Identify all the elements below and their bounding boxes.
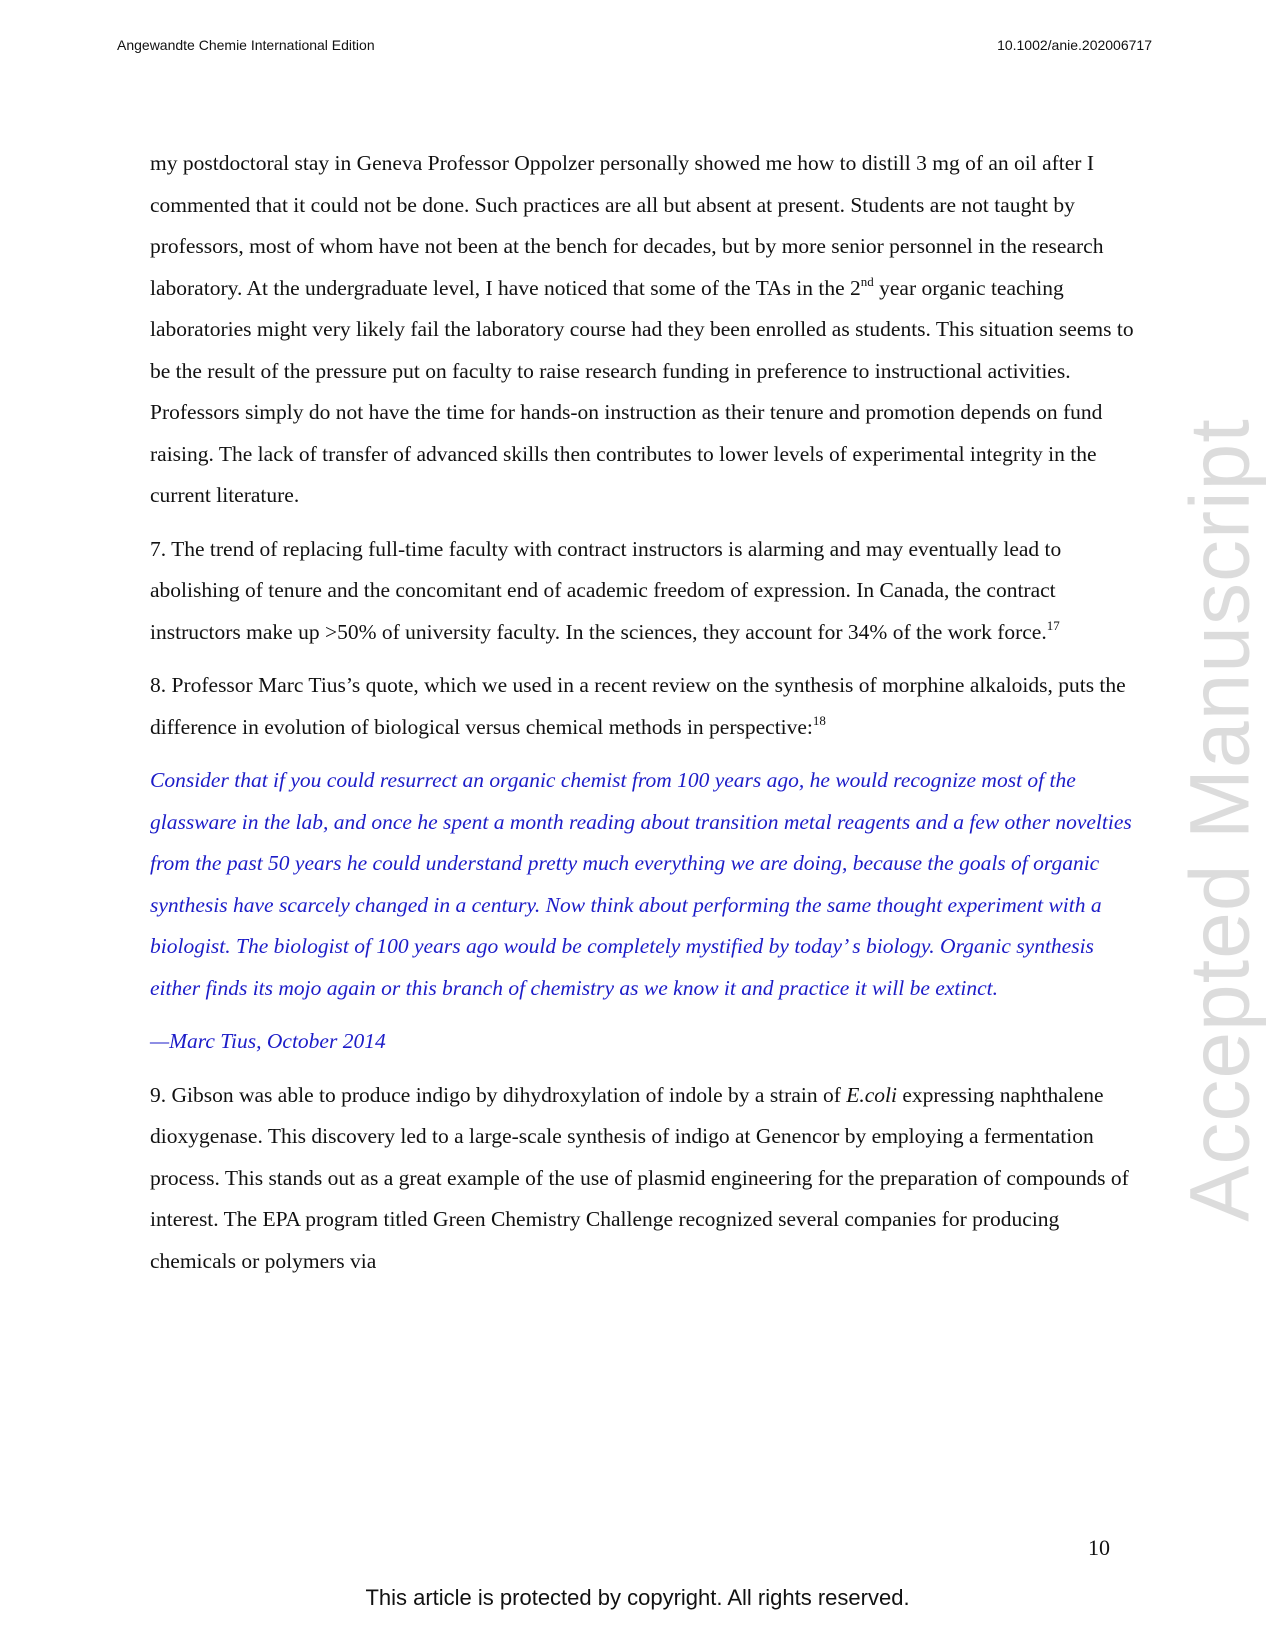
journal-name: Angewandte Chemie International Edition	[117, 37, 375, 53]
accepted-manuscript-watermark: Accepted Manuscript	[1172, 418, 1267, 1222]
paragraph-7	[150, 529, 1135, 654]
copyright-footer: This article is protected by copyright. All rights reserved.	[365, 1585, 910, 1610]
superscript: nd	[860, 273, 874, 289]
paragraph-text: 8. Professor Marc Tius’s quote, which we used in a recent review on the synthesis of morphine alkaloids, puts the difference in evolution of biological versus chemical methods in perspective:	[150, 673, 1126, 739]
paragraph-text: my postdoctoral stay in Geneva Professor Oppolzer personally showed me how to distill 3 mg of an oil after I commented that it could not be done. Such practices are all but absent at present. Students are not taught by professors, most of whom have not been at the bench for decades, but by more senior personnel in the research laboratory. At the undergraduate level, I have noticed that some of the TAs in the 2	[150, 151, 1104, 300]
page-number: 10	[1088, 1535, 1110, 1560]
paragraph-text: year organic teaching laboratories might very likely fail the laboratory course had they been enrolled as students. This situation seems to be the result of the pressure put on faculty to raise research funding in preference to instructional activities. Professors simply do not have the time for hands-on instruction as their tenure and promotion depends on fund raising. The lack of transfer of advanced skills then contributes to lower levels of experimental integrity in the current literature.	[150, 275, 1134, 507]
doi: 10.1002/anie.202006717	[997, 37, 1152, 53]
paragraph-text: expressing naphthalene dioxygenase. This discovery led to a large-scale synthesis of indigo at Genencor by employing a fermentation process. This stands out as a great example of the use of plasmid engineering for the preparation of compounds of interest. The EPA program titled Green Chemistry Challenge recognized several companies for producing chemicals or polymers via	[150, 1082, 1129, 1273]
paragraph-text: 9. Gibson was able to produce indigo by dihydroxylation of indole by a strain of	[150, 1082, 847, 1107]
paragraph-9	[150, 1075, 1135, 1283]
paragraph-8	[150, 665, 1135, 748]
paragraph-text: 7. The trend of replacing full-time faculty with contract instructors is alarming and may eventually lead to abolishing of tenure and the concomitant end of academic freedom of expression. In Canada, the contract instructors make up >50% of university faculty. In the sciences, they account for 34% of the work force.	[150, 536, 1062, 644]
italic-term: E.coli	[846, 1082, 897, 1107]
article-body	[150, 143, 1135, 1294]
block-quote: Consider that if you could resurrect an organic chemist from 100 years ago, he would recognize most of the glassware in the lab, and once he spent a month reading about transition metal reagents and a few other novelties from the past 50 years he could understand pretty much everything we are doing, because the goals of organic synthesis have scarcely changed in a century. Now think about performing the same thought experiment with a biologist. The biologist of 100 years ago would be completely mystified by today’ s biology. Organic synthesis either finds its mojo again or this branch of chemistry as we know it and practice it will be extinct.	[150, 768, 1132, 1000]
citation-ref: 17	[1046, 617, 1060, 633]
quote-attribution: —Marc Tius, October 2014	[150, 1029, 386, 1053]
citation-ref: 18	[812, 712, 826, 728]
paragraph-continued	[150, 143, 1135, 517]
